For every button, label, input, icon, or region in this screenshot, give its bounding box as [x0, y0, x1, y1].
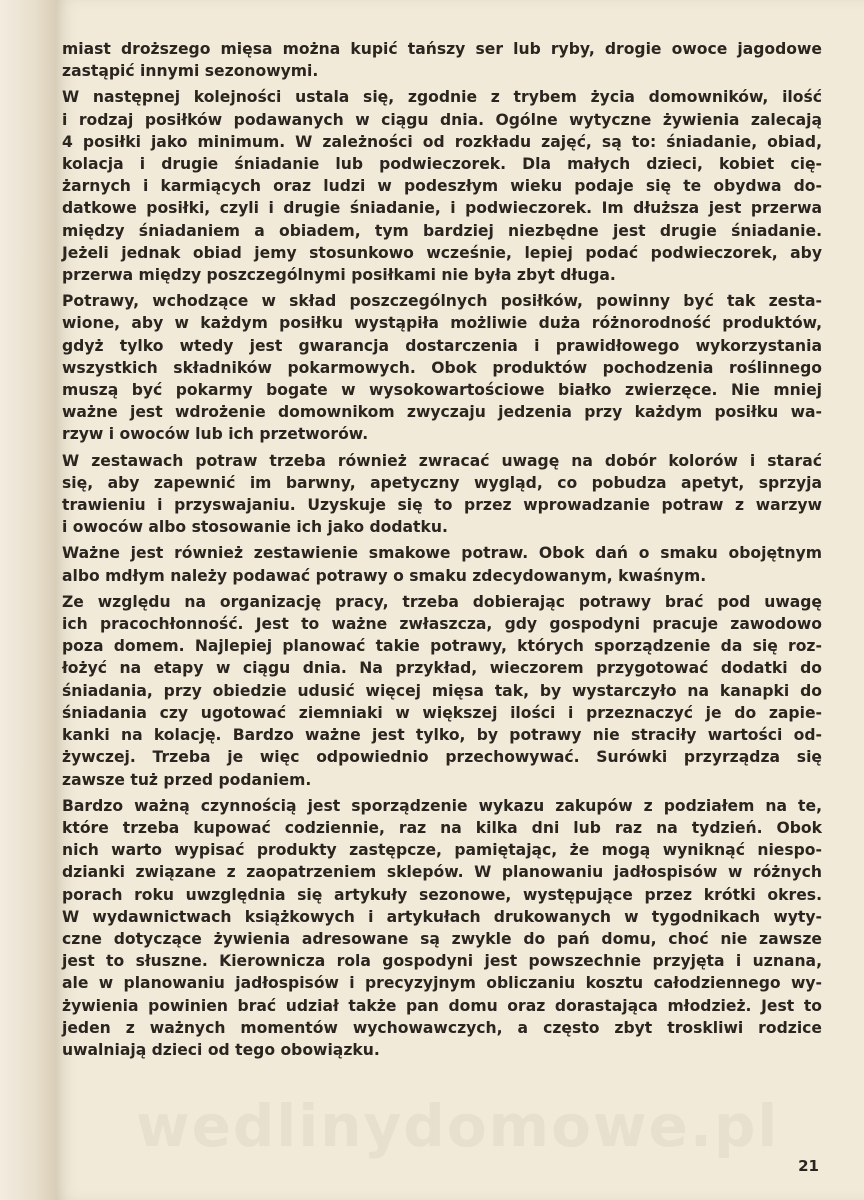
text-line: rzyw i owoców lub ich przetworów. [62, 425, 369, 444]
text-line: Ważne jest również zestawienie smakowe potraw. Obok dań o smaku obojętnym [62, 544, 822, 563]
paragraph-7 [62, 795, 822, 1061]
text-line: porach roku uwzględnia się artykuły sezonowe, występujące przez krótki okres. [62, 885, 822, 904]
text-line: 4 posiłki jako minimum. W zależności od rozkładu zajęć, są to: śniadanie, obiad, [62, 132, 822, 151]
text-line: dzianki związane z zaopatrzeniem sklepów. W planowaniu jadłospisów w różnych [62, 863, 822, 882]
text-line: gdyż tylko wtedy jest gwarancja dostarczenia i prawidłowego wykorzystania [62, 336, 822, 355]
text-line: jest to słuszne. Kierownicza rola gospodyni jest powszechnie przyjęta i uznana, [62, 952, 822, 971]
paragraph-2 [62, 86, 822, 286]
text-line: miast droższego mięsa można kupić tańszy ser lub ryby, drogie owoce jagodowe [62, 40, 822, 58]
text-line: kanki na kolację. Bardzo ważne jest tylko, by potrawy nie straciły wartości od- [62, 726, 822, 745]
text-line: łożyć na etapy w ciągu dnia. Na przykład, wieczorem przygotować dodatki do [62, 659, 822, 678]
text-line: i rodzaj posiłków podawanych w ciągu dnia. Ogólne wytyczne żywienia zalecają [62, 110, 822, 129]
text-line: się, aby zapewnić im barwny, apetyczny wygląd, co pobudza apetyt, sprzyja [62, 473, 822, 492]
book-page [56, 0, 864, 1200]
paragraph-1 [62, 38, 822, 82]
text-line: nich warto wypisać produkty zastępcze, pamiętając, że mogą wyniknąć niespo- [62, 841, 822, 860]
text-line: i owoców albo stosowanie ich jako dodatku. [62, 518, 448, 537]
text-line: poza domem. Najlepiej planować takie potrawy, których sporządzenie da się roz- [62, 637, 822, 656]
text-line: żywienia powinien brać udział także pan domu oraz dorastająca młodzież. Jest to [62, 996, 822, 1015]
text-line: W zestawach potraw trzeba również zwracać uwagę na dobór kolorów i starać [62, 451, 822, 470]
text-line: wione, aby w każdym posiłku wystąpiła możliwie duża różnorodność produktów, [62, 314, 822, 333]
text-line: śniadania czy ugotować ziemniaki w większej ilości i przeznaczyć je do zapie- [62, 703, 822, 722]
text-line: W wydawnictwach książkowych i artykułach drukowanych w tygodnikach wyty- [62, 907, 822, 926]
watermark-text: wedlinydomowe.pl [136, 1092, 780, 1160]
paragraph-4 [62, 450, 822, 539]
text-line: śniadania, przy obiedzie udusić więcej mięsa tak, by wystarczyło na kanapki do [62, 681, 822, 700]
text-line: ich pracochłonność. Jest to ważne zwłaszcza, gdy gospodyni pracuje zawodowo [62, 615, 822, 634]
text-line: uwalniają dzieci od tego obowiązku. [62, 1040, 380, 1059]
text-line: które trzeba kupować codziennie, raz na kilka dni lub raz na tydzień. Obok [62, 818, 822, 837]
text-line: albo mdłym należy podawać potrawy o smaku zdecydowanym, kwaśnym. [62, 566, 707, 585]
text-line: wszystkich składników pokarmowych. Obok produktów pochodzenia roślinnego [62, 358, 822, 377]
paragraph-5 [62, 542, 822, 586]
text-line: Bardzo ważną czynnością jest sporządzenie wykazu zakupów z podziałem na te, [62, 796, 822, 815]
text-line: trawieniu i przyswajaniu. Uzyskuje się to przez wprowadzanie potraw z warzyw [62, 496, 822, 515]
text-line: czne dotyczące żywienia adresowane są zwykle do pań domu, choć nie zawsze [62, 929, 822, 948]
text-line: ale w planowaniu jadłospisów i precyzyjnym obliczaniu kosztu całodziennego wy- [62, 974, 822, 993]
paragraph-3 [62, 290, 822, 445]
text-line: jeden z ważnych momentów wychowawczych, a często zbyt troskliwi rodzice [62, 1018, 822, 1037]
page-number: 21 [798, 1157, 819, 1175]
text-line: datkowe posiłki, czyli i drugie śniadanie, i podwieczorek. Im dłuższa jest przerwa [62, 199, 822, 218]
paragraph-6 [62, 591, 822, 791]
text-line: żarnych i karmiących oraz ludzi w podeszłym wieku podaje się te obydwa do- [62, 177, 822, 196]
text-line: między śniadaniem a obiadem, tym bardziej niezbędne jest drugie śniadanie. [62, 221, 822, 240]
body-text [62, 38, 822, 1065]
text-line: przerwa między poszczególnymi posiłkami nie była zbyt długa. [62, 266, 616, 285]
text-line: muszą być pokarmy bogate w wysokowartościowe białko zwierzęce. Nie mniej [62, 381, 822, 400]
text-line: żywczej. Trzeba je więc odpowiednio przechowywać. Surówki przyrządza się [62, 748, 822, 767]
text-line: Jeżeli jednak obiad jemy stosunkowo wcześnie, lepiej podać podwieczorek, aby [62, 243, 822, 262]
scan-edge [0, 0, 56, 1200]
text-line: Potrawy, wchodzące w skład poszczególnych posiłków, powinny być tak zesta- [62, 292, 822, 311]
text-line: ważne jest wdrożenie domownikom zwyczaju jedzenia przy każdym posiłku wa- [62, 403, 822, 422]
text-line: W następnej kolejności ustala się, zgodnie z trybem życia domowników, ilość [62, 88, 822, 107]
text-line: zastąpić innymi sezonowymi. [62, 62, 319, 81]
text-line: zawsze tuż przed podaniem. [62, 770, 312, 789]
text-line: kolacja i drugie śniadanie lub podwieczorek. Dla małych dzieci, kobiet cię- [62, 155, 822, 174]
text-line: Ze względu na organizację pracy, trzeba dobierając potrawy brać pod uwagę [62, 592, 822, 611]
